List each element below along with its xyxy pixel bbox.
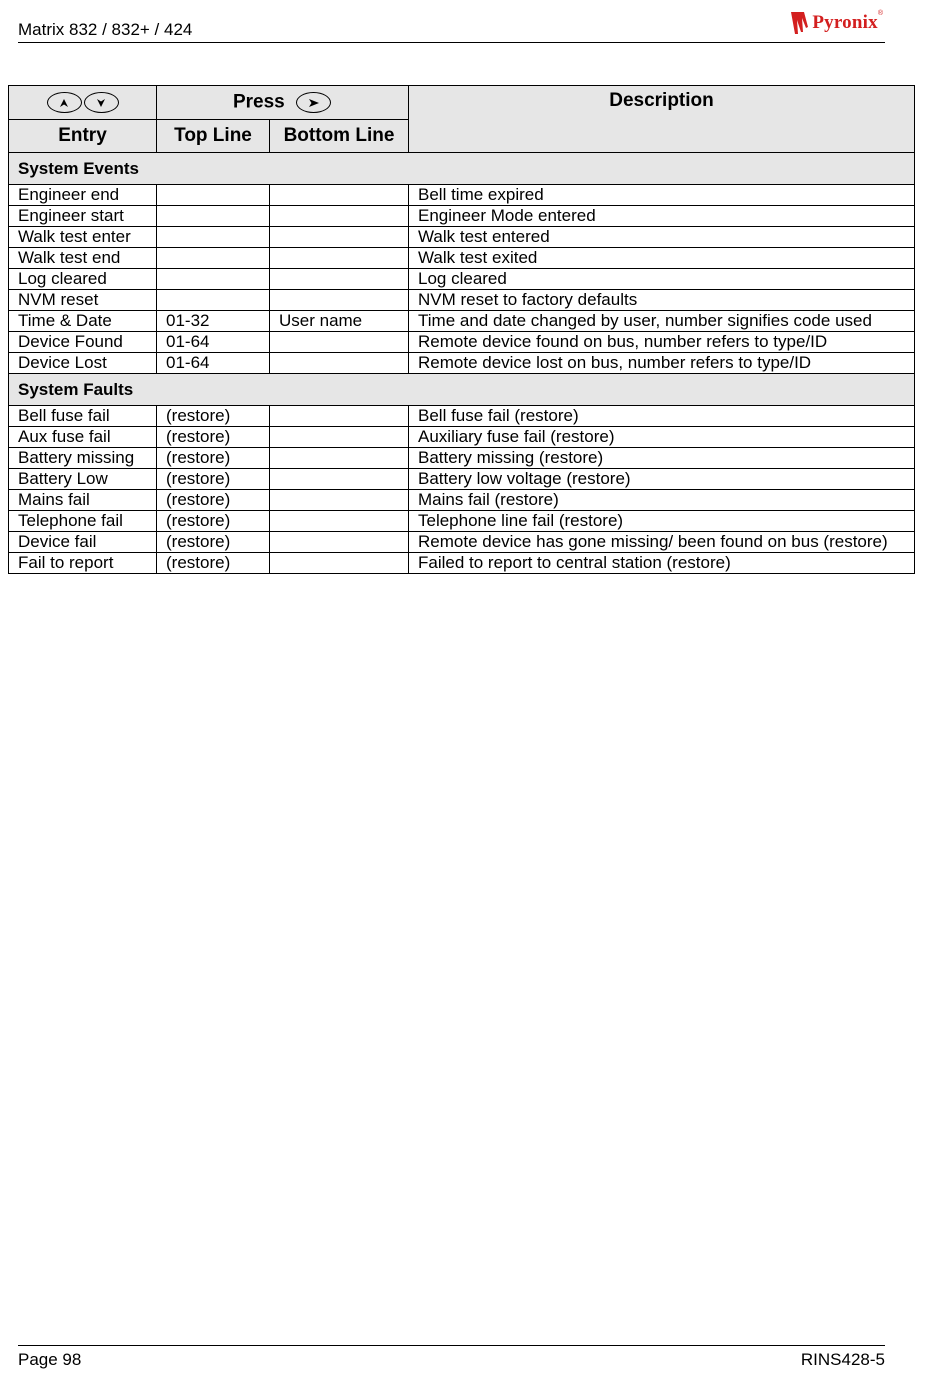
- entry-cell: Time & Date: [9, 311, 157, 332]
- top-line-cell: [157, 248, 270, 269]
- entry-cell: Battery Low: [9, 469, 157, 490]
- top-line-cell: [157, 290, 270, 311]
- flame-icon: [789, 10, 811, 36]
- description-cell: Remote device lost on bus, number refers to type/ID: [409, 353, 915, 374]
- description-cell: Bell time expired: [409, 185, 915, 206]
- pyronix-logo: [789, 7, 883, 39]
- bottom-line-cell: [270, 490, 409, 511]
- table-row: [9, 511, 915, 532]
- entry-header: Entry: [9, 120, 157, 153]
- description-cell: Bell fuse fail (restore): [409, 406, 915, 427]
- bottom-line-cell: User name: [270, 311, 409, 332]
- description-cell: Walk test exited: [409, 248, 915, 269]
- bottom-line-cell: [270, 248, 409, 269]
- bottom-line-cell: [270, 406, 409, 427]
- up-arrow-icon: [47, 92, 82, 113]
- entry-cell: Aux fuse fail: [9, 427, 157, 448]
- top-line-cell: (restore): [157, 490, 270, 511]
- entry-cell: Walk test enter: [9, 227, 157, 248]
- registered-mark: ®: [877, 10, 883, 17]
- page-footer: [18, 1345, 885, 1376]
- description-cell: Remote device found on bus, number refers to type/ID: [409, 332, 915, 353]
- top-line-cell: (restore): [157, 427, 270, 448]
- table-row: [9, 269, 915, 290]
- page-header: [18, 10, 885, 43]
- section-row: [9, 374, 915, 406]
- description-cell: Auxiliary fuse fail (restore): [409, 427, 915, 448]
- entry-cell: Device Found: [9, 332, 157, 353]
- bottom-line-cell: [270, 227, 409, 248]
- bottom-line-cell: [270, 353, 409, 374]
- page-number: Page 98: [18, 1350, 82, 1369]
- entry-cell: Battery missing: [9, 448, 157, 469]
- right-arrow-icon: [296, 92, 331, 113]
- bottom-line-cell: [270, 511, 409, 532]
- entry-cell: Engineer start: [9, 206, 157, 227]
- description-cell: Battery missing (restore): [409, 448, 915, 469]
- down-arrow-icon: [84, 92, 119, 113]
- top-line-cell: (restore): [157, 511, 270, 532]
- description-cell: Engineer Mode entered: [409, 206, 915, 227]
- section-row: [9, 153, 915, 185]
- top-line-cell: 01-64: [157, 332, 270, 353]
- table-row: [9, 248, 915, 269]
- description-cell: NVM reset to factory defaults: [409, 290, 915, 311]
- bottom-line-cell: [270, 332, 409, 353]
- description-header: Description: [409, 86, 915, 153]
- entry-cell: Engineer end: [9, 185, 157, 206]
- document-reference: RINS428-5: [800, 1350, 885, 1369]
- table-header-row: [9, 86, 915, 120]
- section-title: System Faults: [9, 374, 915, 406]
- table-row: [9, 469, 915, 490]
- top-line-cell: 01-64: [157, 353, 270, 374]
- press-label: Press: [232, 91, 285, 113]
- entry-cell: Device fail: [9, 532, 157, 553]
- bottom-line-cell: [270, 532, 409, 553]
- table-row: [9, 311, 915, 332]
- top-line-cell: (restore): [157, 553, 270, 574]
- top-line-cell: (restore): [157, 532, 270, 553]
- description-cell: Time and date changed by user, number signifies code used: [409, 311, 915, 332]
- table-row: [9, 427, 915, 448]
- table-row: [9, 532, 915, 553]
- section-title: System Events: [9, 153, 915, 185]
- table-row: [9, 553, 915, 574]
- bottom-line-cell: [270, 469, 409, 490]
- bottom-line-cell: [270, 185, 409, 206]
- table-row: [9, 206, 915, 227]
- table-row: [9, 332, 915, 353]
- bottom-line-cell: [270, 448, 409, 469]
- logo-wordmark: Pyronix: [812, 12, 878, 33]
- entry-cell: Fail to report: [9, 553, 157, 574]
- top-line-cell: 01-32: [157, 311, 270, 332]
- entry-cell: Bell fuse fail: [9, 406, 157, 427]
- entry-cell: NVM reset: [9, 290, 157, 311]
- description-cell: Log cleared: [409, 269, 915, 290]
- bottom-line-cell: [270, 427, 409, 448]
- description-cell: Failed to report to central station (restore): [409, 553, 915, 574]
- table-row: [9, 185, 915, 206]
- bottom-line-header: Bottom Line: [270, 120, 409, 153]
- description-cell: Remote device has gone missing/ been found on bus (restore): [409, 532, 915, 553]
- bottom-line-cell: [270, 206, 409, 227]
- top-line-cell: [157, 227, 270, 248]
- description-cell: Mains fail (restore): [409, 490, 915, 511]
- table-row: [9, 490, 915, 511]
- press-header: [157, 86, 409, 120]
- description-cell: Battery low voltage (restore): [409, 469, 915, 490]
- entry-cell: Telephone fail: [9, 511, 157, 532]
- top-line-cell: [157, 206, 270, 227]
- bottom-line-cell: [270, 553, 409, 574]
- top-line-cell: [157, 269, 270, 290]
- entry-cell: Walk test end: [9, 248, 157, 269]
- entry-cell: Log cleared: [9, 269, 157, 290]
- description-cell: Walk test entered: [409, 227, 915, 248]
- entry-cell: Mains fail: [9, 490, 157, 511]
- table-row: [9, 406, 915, 427]
- document-title: Matrix 832 / 832+ / 424: [18, 20, 193, 39]
- top-line-cell: (restore): [157, 469, 270, 490]
- table-body: [9, 153, 915, 574]
- bottom-line-cell: [270, 290, 409, 311]
- table-row: [9, 290, 915, 311]
- description-cell: Telephone line fail (restore): [409, 511, 915, 532]
- entry-cell: Device Lost: [9, 353, 157, 374]
- table-row: [9, 353, 915, 374]
- top-line-header: Top Line: [157, 120, 270, 153]
- top-line-cell: (restore): [157, 448, 270, 469]
- event-log-table: [8, 85, 915, 574]
- top-line-cell: [157, 185, 270, 206]
- nav-arrows-cell: [9, 86, 157, 120]
- table-row: [9, 448, 915, 469]
- bottom-line-cell: [270, 269, 409, 290]
- table-row: [9, 227, 915, 248]
- top-line-cell: (restore): [157, 406, 270, 427]
